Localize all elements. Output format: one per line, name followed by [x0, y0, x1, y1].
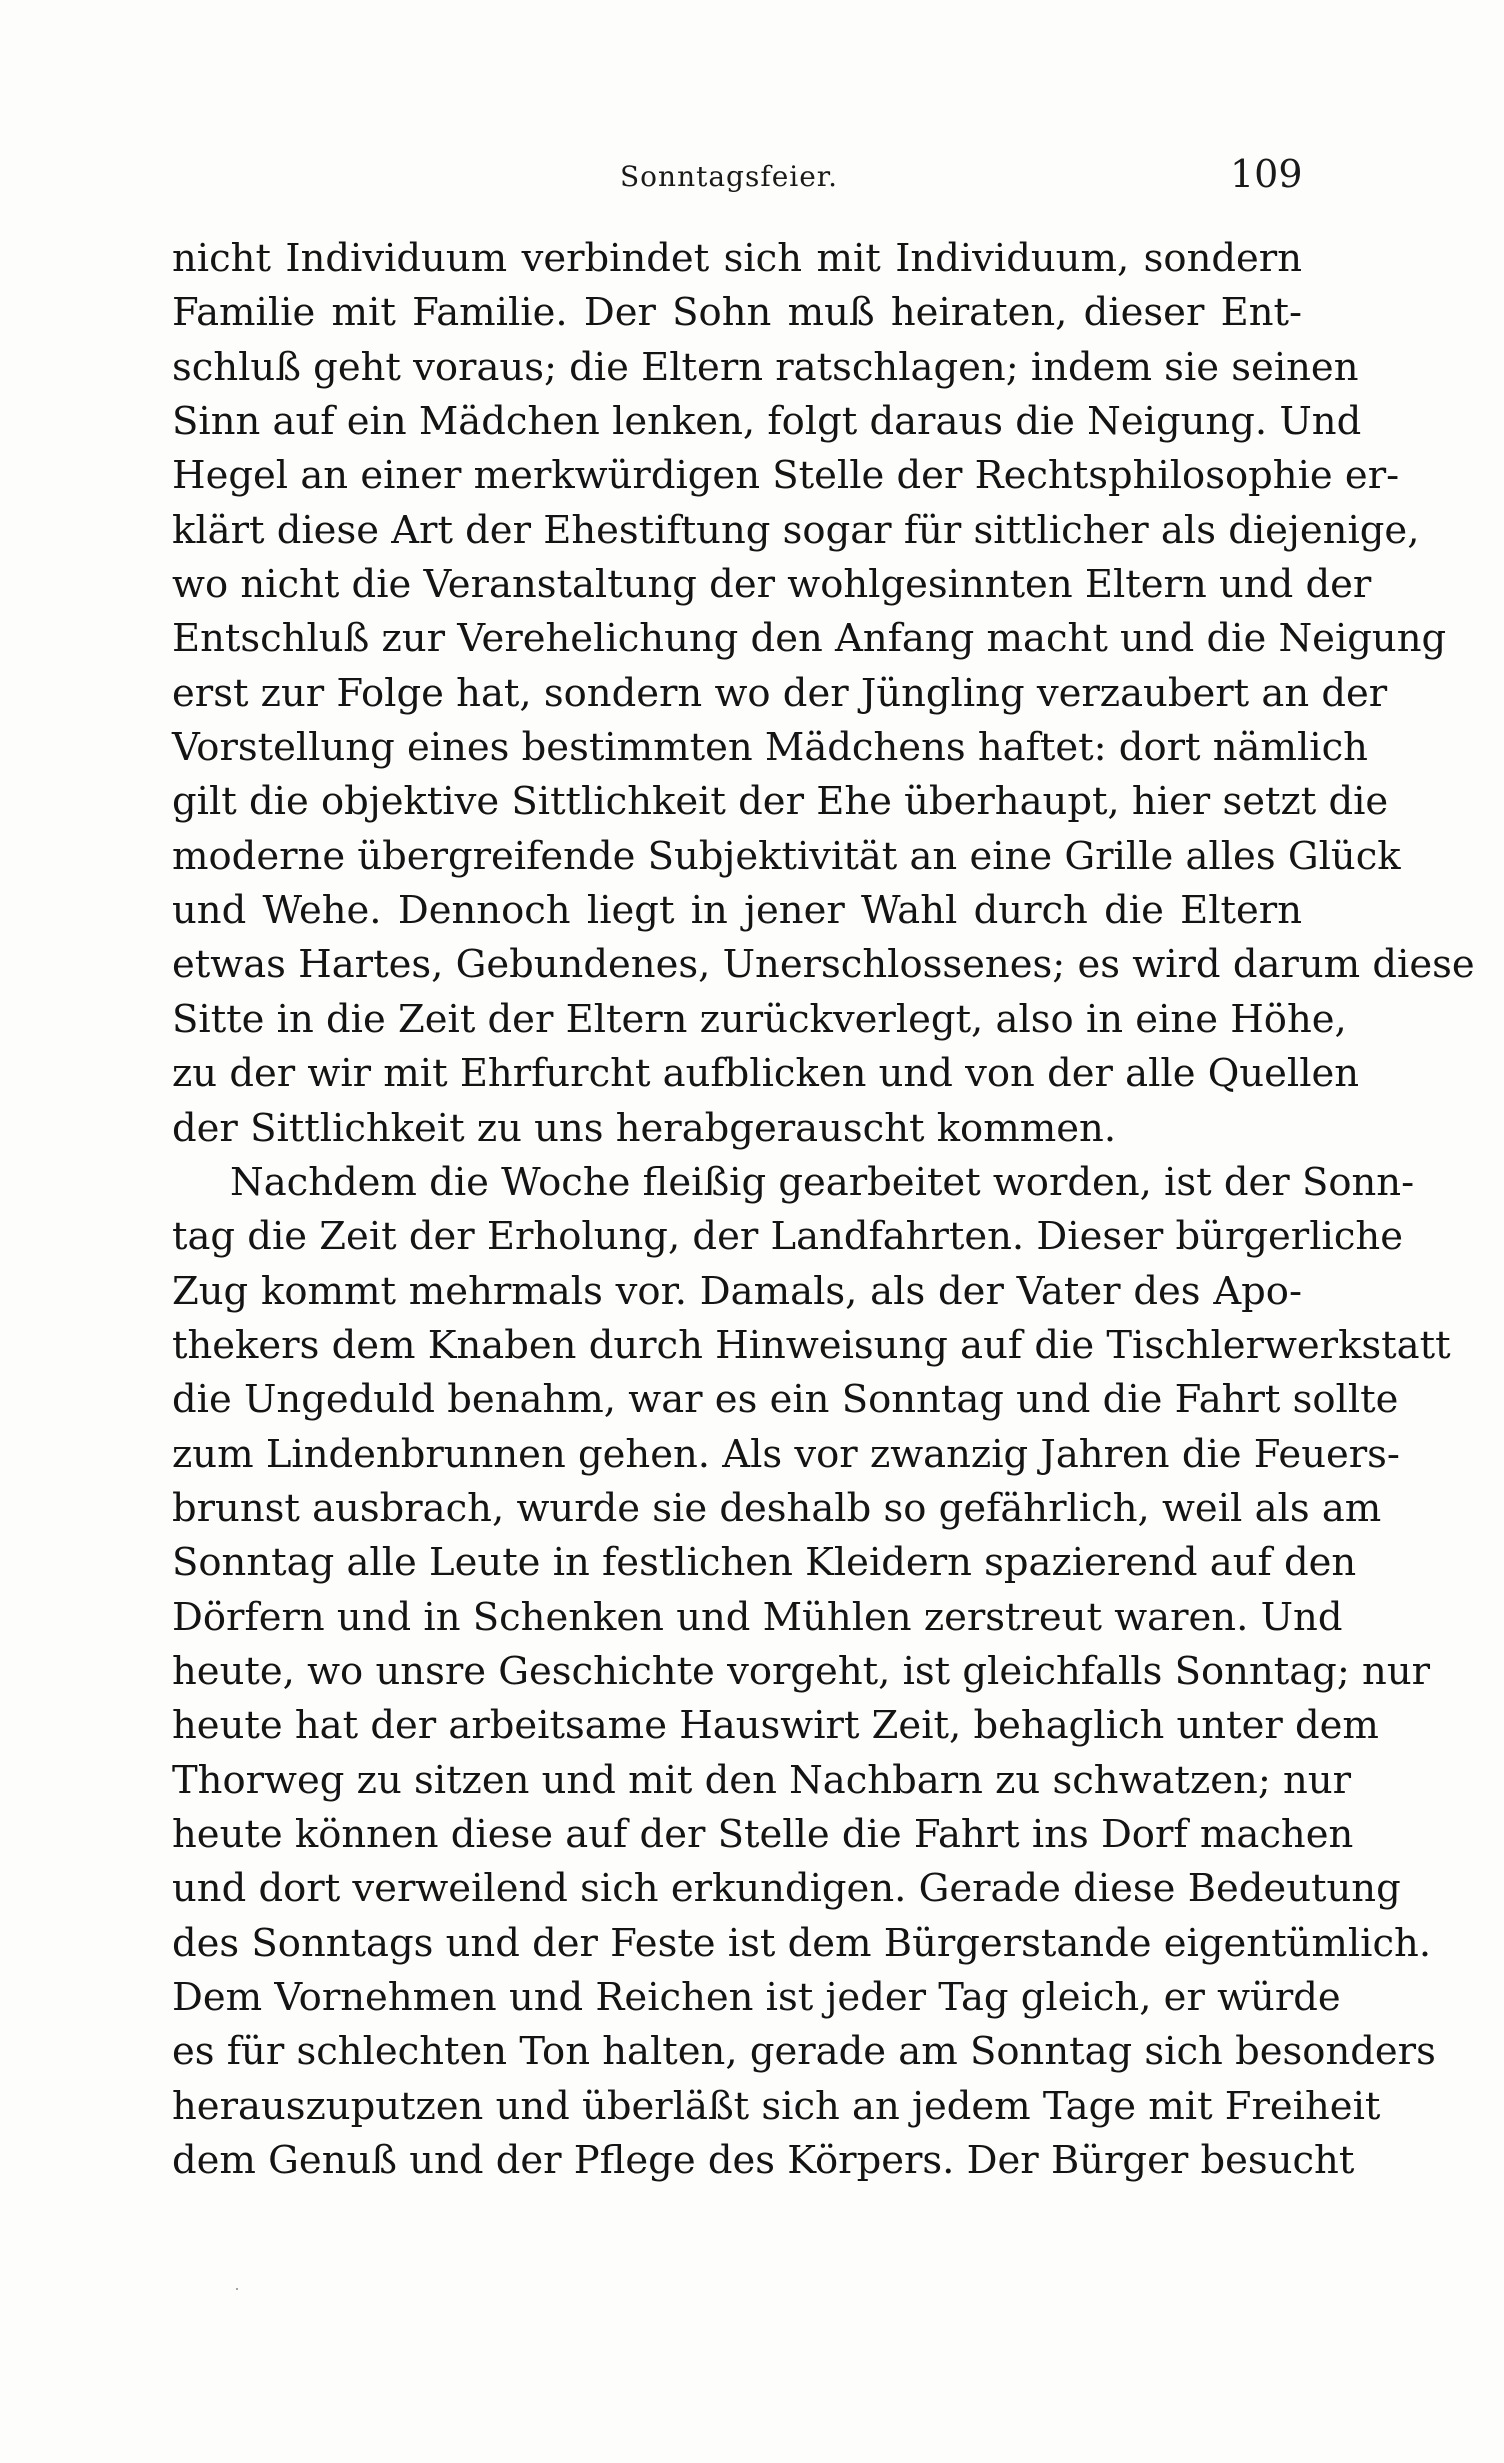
text-line: heute können diese auf der Stelle die Fahrt ins Dorf machen — [172, 1811, 1354, 1857]
text-line: Dem Vornehmen und Reichen ist jeder Tag gleich, er würde — [172, 1975, 1341, 2020]
text-line: Nachdem die Woche fleißig gearbeitet worden, ist der Sonn- — [230, 1159, 1415, 1205]
paragraph — [172, 232, 1475, 1156]
page-number: 109 — [1230, 152, 1303, 196]
text-line: und Wehe. Dennoch liegt in jener Wahl durch die Eltern — [172, 888, 1302, 934]
text-line: Hegel an einer merkwürdigen Stelle der Rechtsphilosophie er- — [172, 453, 1400, 499]
text-line: Entschluß zur Verehelichung den Anfang macht und die Neigung — [172, 616, 1447, 662]
text-line: Zug kommt mehrmals vor. Damals, als der Vater des Apo- — [172, 1268, 1302, 1314]
text-line: herauszuputzen und überläßt sich an jedem Tage mit Freiheit — [172, 2083, 1381, 2129]
text-line: moderne übergreifende Subjektivität an eine Grille alles Glück — [172, 833, 1401, 879]
text-line: die Ungeduld benahm, war es ein Sonntag und die Fahrt sollte — [172, 1377, 1399, 1423]
text-line: Familie mit Familie. Der Sohn muß heiraten, dieser Ent- — [172, 290, 1302, 336]
paragraph — [172, 1156, 1451, 2189]
text-line: es für schlechten Ton halten, gerade am Sonntag sich besonders — [172, 2029, 1436, 2075]
text-line: thekers dem Knaben durch Hinweisung auf die Tischlerwerkstatt — [172, 1322, 1451, 1368]
text-line: klärt diese Art der Ehestiftung sogar für sittlicher als diejenige, — [172, 507, 1420, 553]
text-line: nicht Individuum verbindet sich mit Individuum, sondern — [172, 236, 1302, 281]
body-text — [172, 232, 1475, 2188]
text-line: tag die Zeit der Erholung, der Landfahrten. Dieser bürgerliche — [172, 1214, 1403, 1260]
text-line: etwas Hartes, Gebundenes, Unerschlossenes; es wird darum diese — [172, 942, 1475, 988]
text-line: heute hat der arbeitsame Hauswirt Zeit, behaglich unter dem — [172, 1703, 1379, 1749]
text-line: zum Lindenbrunnen gehen. Als vor zwanzig Jahren die Feuers- — [172, 1431, 1400, 1477]
paper-speck — [236, 2288, 238, 2290]
text-line: schluß geht voraus; die Eltern ratschlagen; indem sie seinen — [172, 344, 1359, 390]
text-line: gilt die objektive Sittlichkeit der Ehe überhaupt, hier setzt die — [172, 779, 1389, 825]
text-line: Sonntag alle Leute in festlichen Kleidern spazierend auf den — [172, 1540, 1357, 1586]
text-line: und dort verweilend sich erkundigen. Gerade diese Bedeutung — [172, 1866, 1401, 1912]
text-line: dem Genuß und der Pflege des Körpers. Der Bürger besucht — [172, 2138, 1355, 2184]
text-line: erst zur Folge hat, sondern wo der Jüngling verzaubert an der — [172, 670, 1388, 716]
text-line: Vorstellung eines bestimmten Mädchens haftet: dort nämlich — [172, 725, 1368, 771]
text-line: Sinn auf ein Mädchen lenken, folgt daraus die Neigung. Und — [172, 399, 1362, 445]
text-line: der Sittlichkeit zu uns herabgerauscht kommen. — [172, 1105, 1117, 1151]
text-line: zu der wir mit Ehrfurcht aufblicken und von der alle Quellen — [172, 1051, 1360, 1097]
text-line: Sitte in die Zeit der Eltern zurückverlegt, also in eine Höhe, — [172, 996, 1347, 1042]
text-line: brunst ausbrach, wurde sie deshalb so gefährlich, weil als am — [172, 1485, 1382, 1531]
running-title: Sonntagsfeier. — [620, 160, 839, 193]
text-line: des Sonntags und der Feste ist dem Bürgerstande eigentümlich. — [172, 1920, 1432, 1966]
text-line: Dörfern und in Schenken und Mühlen zerstreut waren. Und — [172, 1594, 1343, 1640]
text-line: heute, wo unsre Geschichte vorgeht, ist gleichfalls Sonntag; nur — [172, 1648, 1431, 1694]
text-line: Thorweg zu sitzen und mit den Nachbarn zu schwatzen; nur — [172, 1757, 1352, 1803]
text-line: wo nicht die Veranstaltung der wohlgesinnten Eltern und der — [172, 562, 1372, 608]
